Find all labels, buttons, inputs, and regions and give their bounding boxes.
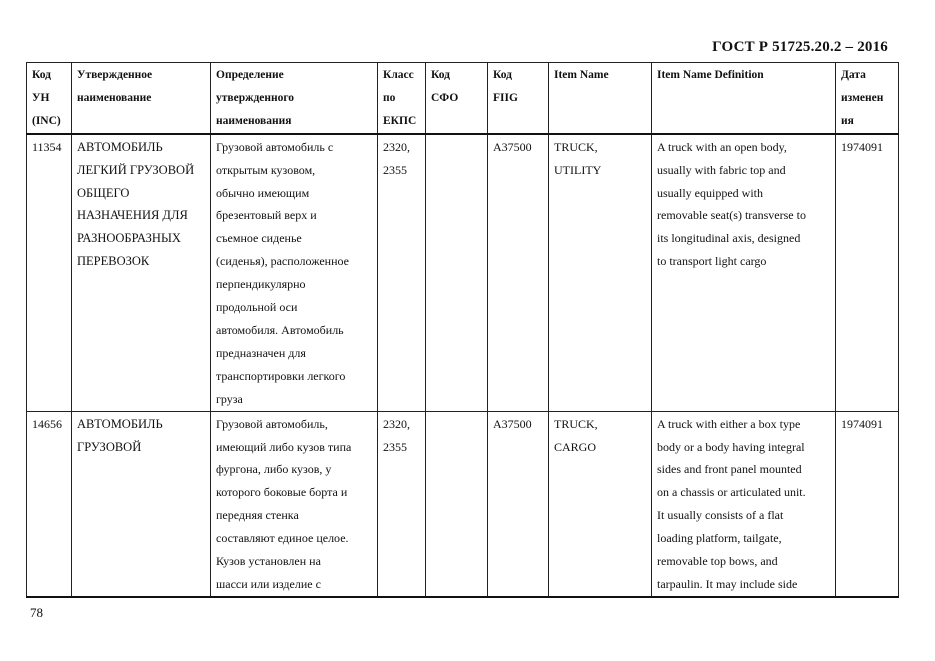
- cell-ekps-class: 2320, 2355: [378, 134, 426, 411]
- cell-fiig-code: A37500: [488, 411, 549, 597]
- cell-definition: Грузовой автомобиль с открытым кузовом, обычно имеющим брезентовый верх и съемное сиденье (сиденья), расположенное перпендикулярно продольной оси автомобиля. Автомобиль предназначен для транспортировки легкого груза: [211, 134, 378, 411]
- cell-definition: Грузовой автомобиль, имеющий либо кузов типа фургона, либо кузов, у которого боковые борта и передняя стенка составляют единое целое. Кузов установлен на шасси или изделие с: [211, 411, 378, 597]
- cell-approved-name: АВТОМОБИЛЬ ЛЕГКИЙ ГРУЗОВОЙ ОБЩЕГО НАЗНАЧЕНИЯ ДЛЯ РАЗНООБРАЗНЫХ ПЕРЕВОЗОК: [72, 134, 211, 411]
- header-inc: Код УН (INC): [27, 63, 72, 134]
- cell-approved-name: АВТОМОБИЛЬ ГРУЗОВОЙ: [72, 411, 211, 597]
- page-number: 78: [30, 605, 43, 620]
- header-change-date: Дата изменен ия: [836, 63, 899, 134]
- cell-item-name: TRUCK, CARGO: [549, 411, 652, 597]
- cell-ekps-class: 2320, 2355: [378, 411, 426, 597]
- header-ekps-class: Класс по ЕКПС: [378, 63, 426, 134]
- header-item-name: Item Name: [549, 63, 652, 134]
- cell-sfo-code: [426, 134, 488, 411]
- cell-item-name-definition: A truck with either a box type body or a body having integral sides and front panel mounted on a chassis or articulated unit. It usually consists of a flat loading platform, tailgate, removable top bows, and tarpaulin. It may include side: [652, 411, 836, 597]
- document-header: ГОСТ Р 51725.20.2 – 2016: [712, 39, 888, 55]
- cell-sfo-code: [426, 411, 488, 597]
- header-fiig-code: Код FIIG: [488, 63, 549, 134]
- cell-change-date: 1974091: [836, 134, 899, 411]
- header-approved-name: Утвержденное наименование: [72, 63, 211, 134]
- cell-item-name: TRUCK, UTILITY: [549, 134, 652, 411]
- cell-inc: 14656: [27, 411, 72, 597]
- cell-inc: 11354: [27, 134, 72, 411]
- cell-item-name-definition: A truck with an open body, usually with fabric top and usually equipped with removable seat(s) transverse to its longitudinal axis, designed to transport light cargo: [652, 134, 836, 411]
- cell-fiig-code: A37500: [488, 134, 549, 411]
- table-row: [27, 134, 899, 411]
- header-sfo-code: Код СФО: [426, 63, 488, 134]
- header-row: [27, 63, 899, 134]
- catalog-table: [26, 62, 899, 598]
- cell-change-date: 1974091: [836, 411, 899, 597]
- header-definition: Определение утвержденного наименования: [211, 63, 378, 134]
- header-item-name-definition: Item Name Definition: [652, 63, 836, 134]
- table-row: [27, 411, 899, 597]
